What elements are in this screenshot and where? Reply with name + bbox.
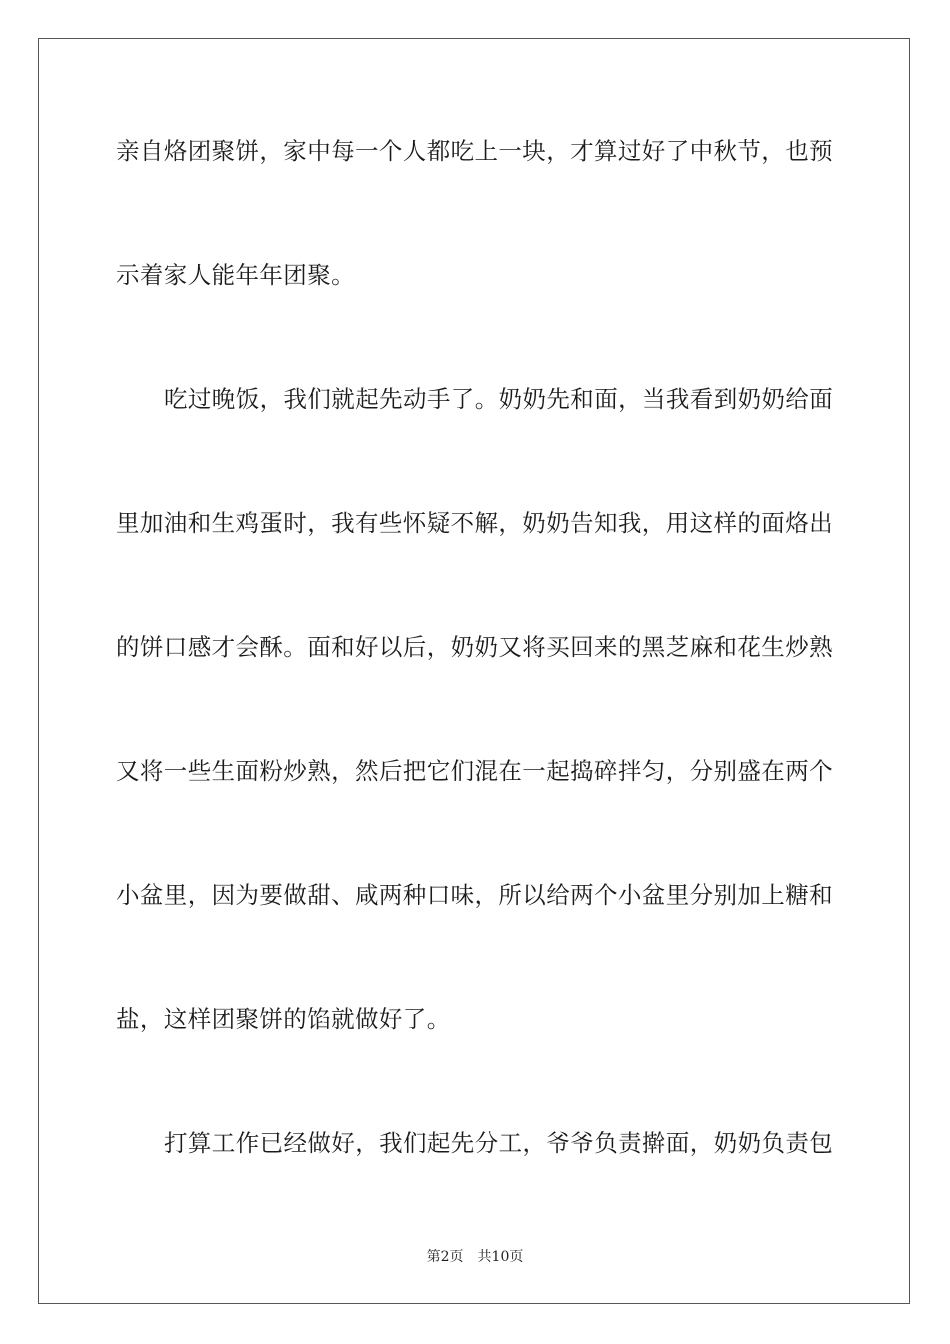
text-line: 打算工作已经做好，我们起先分工，爷爷负责擀面，奶奶负责包 bbox=[164, 1129, 834, 1157]
page-total: 共10页 bbox=[477, 1249, 524, 1265]
text-line: 的饼口感才会酥。面和好以后，奶奶又将买回来的黑芝麻和花生炒熟 bbox=[116, 633, 833, 661]
text-line: 又将一些生面粉炒熟，然后把它们混在一起捣碎拌匀，分别盛在两个 bbox=[116, 757, 833, 785]
text-line: 小盆里，因为要做甜、咸两种口味，所以给两个小盆里分别加上糖和 bbox=[116, 881, 833, 909]
text-line: 吃过晚饭，我们就起先动手了。奶奶先和面，当我看到奶奶给面 bbox=[164, 385, 834, 413]
text-line: 盐，这样团聚饼的馅就做好了。 bbox=[116, 1005, 451, 1033]
text-line: 亲自烙团聚饼，家中每一个人都吃上一块，才算过好了中秋节，也预 bbox=[116, 137, 833, 165]
page-footer bbox=[0, 1246, 950, 1266]
text-line: 示着家人能年年团聚。 bbox=[116, 261, 355, 289]
document-body bbox=[116, 120, 832, 1236]
page-number: 第2页 bbox=[426, 1249, 464, 1265]
text-line: 里加油和生鸡蛋时，我有些怀疑不解，奶奶告知我，用这样的面烙出 bbox=[116, 509, 833, 537]
